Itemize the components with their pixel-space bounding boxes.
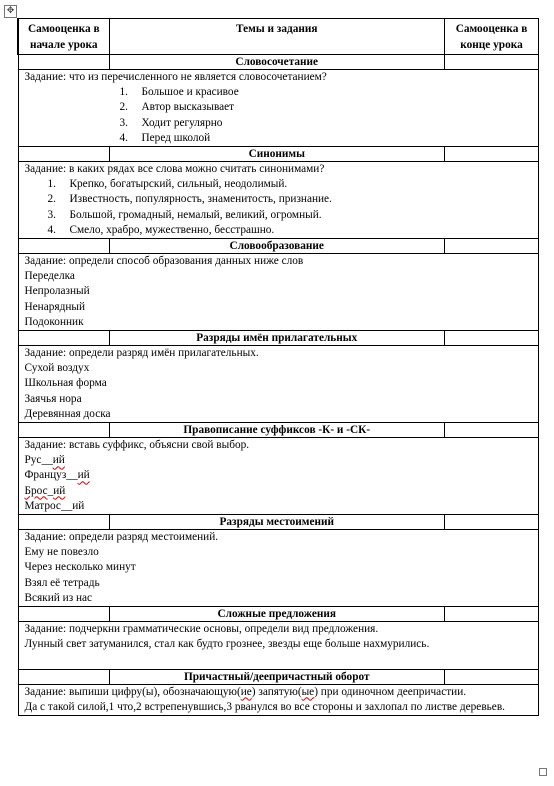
section-title: Синонимы <box>109 147 445 162</box>
section-title: Разряды местоимений <box>109 515 445 530</box>
task-cell <box>18 70 539 147</box>
assessment-cell-end[interactable] <box>445 55 539 70</box>
task-cell <box>18 530 539 607</box>
task-cell <box>18 254 539 331</box>
section-row-suffix-spelling <box>18 423 539 438</box>
word-line: Деревянная доска <box>24 407 111 420</box>
task-row-pronoun-categories <box>18 530 539 607</box>
assessment-cell-end[interactable] <box>445 669 539 684</box>
table-resize-handle-icon[interactable] <box>539 768 547 776</box>
self-assessment-table <box>17 18 539 716</box>
task-text: Задание: что из перечисленного не является словосочетанием? <box>24 71 327 83</box>
task-cell <box>18 622 539 669</box>
list-item: 3. Ходит регулярно <box>119 116 223 129</box>
task-cell <box>18 162 539 239</box>
blank-word: Рус__ий <box>24 454 65 467</box>
assessment-cell-start[interactable] <box>18 331 109 346</box>
blank-word: Брос_ий <box>24 484 66 497</box>
list-item: 3. Большой, громадный, немалый, великий, огромный. <box>47 208 322 221</box>
task-text: Задание: определи разряд местоимений. <box>24 531 219 544</box>
word-line: Через несколько минут <box>24 561 136 574</box>
word-line: Непролазный <box>24 285 90 298</box>
task-cell <box>18 438 539 515</box>
section-title: Правописание суффиксов -К- и -СК- <box>109 423 445 438</box>
word-line: Взял её тетрадь <box>24 576 100 589</box>
list-item: 1. Большое и красивое <box>119 86 239 99</box>
word-line: Ему не повезло <box>24 546 99 559</box>
header-row <box>18 19 539 55</box>
section-title: Словосочетание <box>109 55 445 70</box>
assessment-cell-end[interactable] <box>445 239 539 254</box>
assessment-cell-start[interactable] <box>18 239 109 254</box>
task-text: Задание: определи разряд имён прилагательных. <box>24 347 259 360</box>
section-row-adjective-categories <box>18 331 539 346</box>
word-line: Заячья нора <box>24 392 82 405</box>
assessment-cell-end[interactable] <box>445 515 539 530</box>
blank-word: Матрос__ий <box>24 499 85 512</box>
word-line: Всякий из нас <box>24 591 93 604</box>
section-title: Причастный/деепричастный оборот <box>109 669 445 684</box>
task-text: Задание: выпиши цифру(ы), обозначающую(ие) запятую(ые) при одиночном деепричастии. <box>24 685 467 698</box>
word-line: Ненарядный <box>24 300 86 313</box>
assessment-cell-start[interactable] <box>18 55 109 70</box>
word-line: Сухой воздух <box>24 362 90 375</box>
blank-word: Француз__ий <box>24 469 90 482</box>
section-row-word-combination <box>18 55 539 70</box>
answer-options-list <box>25 177 535 238</box>
task-row-synonyms <box>18 162 539 239</box>
task-text: Задание: вставь суффикс, объясни свой выбор. <box>24 439 250 452</box>
word-line: Школьная форма <box>24 377 107 390</box>
header-self-assessment-start: Самооценка в начале урока <box>18 19 109 55</box>
list-item: 1. Крепко, богатырский, сильный, неодолимый. <box>47 178 288 191</box>
table-move-handle-icon[interactable]: ✥ <box>4 5 17 18</box>
header-self-assessment-end: Самооценка в конце урока <box>445 19 539 55</box>
sentence-line: Лунный свет затуманился, стал как будто грознее, звезды еще больше нахмурились. <box>24 638 430 651</box>
list-item: 4. Перед школой <box>119 131 211 144</box>
task-row-word-formation <box>18 254 539 331</box>
section-title: Сложные предложения <box>109 607 445 622</box>
assessment-cell-start[interactable] <box>18 669 109 684</box>
section-row-word-formation <box>18 239 539 254</box>
task-cell <box>18 684 539 715</box>
assessment-cell-end[interactable] <box>445 607 539 622</box>
task-text: Задание: в каких рядах все слова можно считать синонимами? <box>24 163 325 176</box>
section-title: Разряды имён прилагательных <box>109 331 445 346</box>
assessment-cell-end[interactable] <box>445 147 539 162</box>
task-cell <box>18 346 539 423</box>
assessment-cell-start[interactable] <box>18 515 109 530</box>
assessment-cell-start[interactable] <box>18 423 109 438</box>
section-row-complex-sentences <box>18 607 539 622</box>
assessment-cell-end[interactable] <box>445 423 539 438</box>
section-row-participle-phrase <box>18 669 539 684</box>
task-row-adjective-categories <box>18 346 539 423</box>
section-row-synonyms <box>18 147 539 162</box>
task-text: Задание: определи способ образования данных ниже слов <box>24 255 304 268</box>
header-topics-tasks: Темы и задания <box>109 19 445 55</box>
word-line: Переделка <box>24 270 75 283</box>
list-item: 2. Автор высказывает <box>119 101 235 114</box>
assessment-cell-start[interactable] <box>18 607 109 622</box>
task-text: Задание: подчеркни грамматические основы, определи вид предложения. <box>24 623 379 636</box>
sentence-line: Да с такой силой,1 что,2 встрепенувшись,3 рванулся во все стороны и захлопал по листве деревьев. <box>24 700 505 713</box>
task-row-complex-sentences <box>18 622 539 669</box>
section-title: Словообразование <box>109 239 445 254</box>
task-row-word-combination <box>18 70 539 147</box>
section-row-pronoun-categories <box>18 515 539 530</box>
list-item: 2. Известность, популярность, знаменитость, признание. <box>47 193 332 206</box>
task-row-participle-phrase <box>18 684 539 715</box>
assessment-cell-end[interactable] <box>445 331 539 346</box>
task-row-suffix-spelling <box>18 438 539 515</box>
list-item: 4. Смело, храбро, мужественно, бесстрашно. <box>47 223 275 236</box>
word-line: Подоконник <box>24 315 84 328</box>
answer-options-list <box>25 85 535 146</box>
assessment-cell-start[interactable] <box>18 147 109 162</box>
